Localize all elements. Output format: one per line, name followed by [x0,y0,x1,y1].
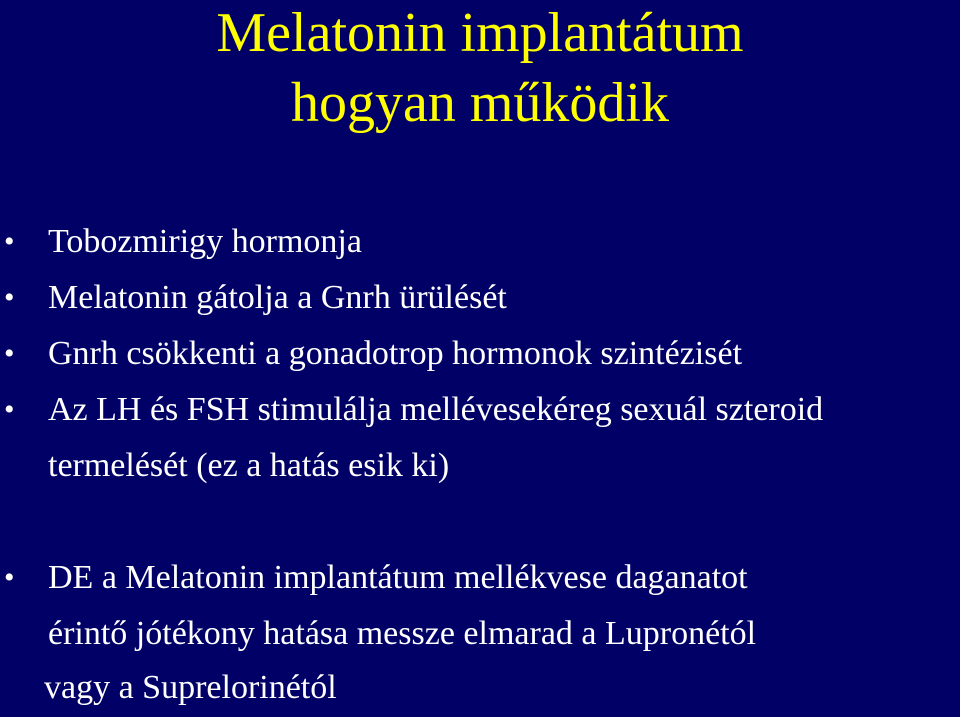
bullet-dot: • [4,393,15,426]
bullet-dot: • [4,337,15,370]
bullet-text: Tobozmirigy hormonja [48,223,362,260]
bullet-dot: • [4,225,15,258]
title-line-1: Melatonin implantátum [216,2,744,64]
bullet-dot: • [4,561,15,594]
bullet-text: DE a Melatonin implantátum mellékvese daganatot [48,559,748,596]
bullet-continuation: érintő jótékony hatása messze elmarad a Lupronétól [48,615,757,652]
title-line-2: hogyan működik [291,72,669,134]
slide-title [0,0,960,138]
bullet-text: Melatonin gátolja a Gnrh ürülését [48,279,507,316]
bullet-dot: • [4,281,15,314]
bullet-continuation: vagy a Suprelorinétól [44,669,337,706]
bullet-text: Az LH és FSH stimulálja mellévesekéreg sexuál szteroid [48,391,824,428]
bullet-text: Gnrh csökkenti a gonadotrop hormonok szintézisét [48,335,743,372]
bullet-continuation: termelését (ez a hatás esik ki) [48,447,450,484]
